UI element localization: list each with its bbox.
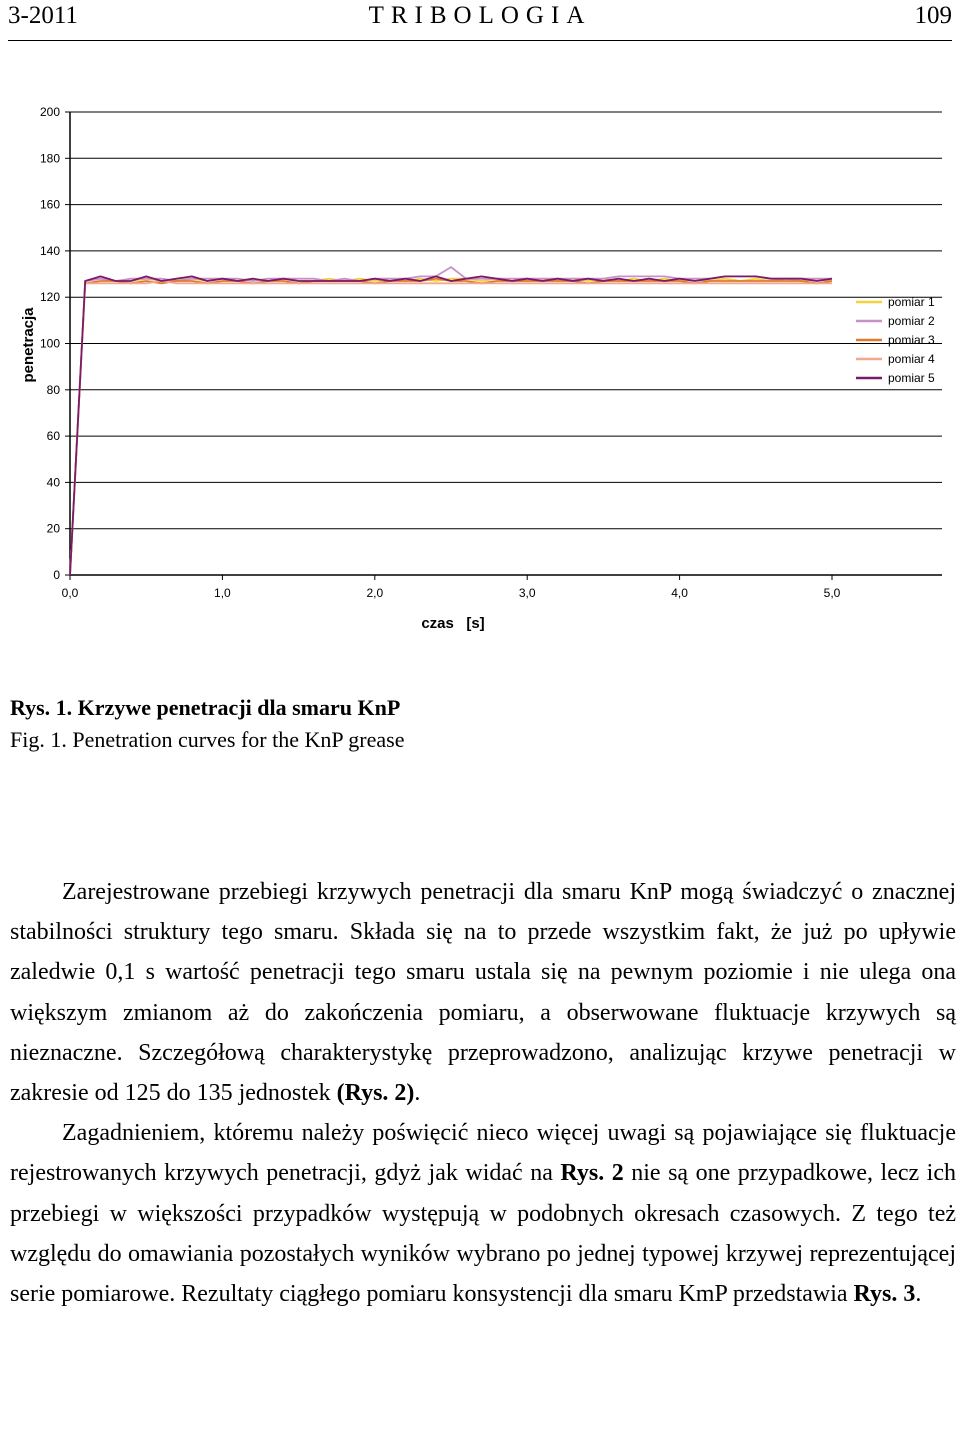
- body-text: [10, 872, 956, 1314]
- figure-caption-pl: Rys. 1. Krzywe penetracji dla smaru KnP: [10, 695, 401, 720]
- y-tick-label: 40: [46, 475, 60, 490]
- figure-reference: Rys. 2: [560, 1160, 624, 1187]
- legend-label: pomiar 5: [888, 371, 935, 385]
- y-tick-labels: [40, 105, 60, 582]
- y-tick-label: 120: [39, 290, 60, 305]
- legend-label: pomiar 3: [888, 333, 935, 347]
- x-tick-label: 2,0: [366, 586, 384, 600]
- paragraph-2: [10, 1113, 956, 1314]
- y-tick-label: 200: [39, 105, 60, 119]
- y-axis-label: penetracja: [20, 307, 37, 383]
- paragraph-1-end: .: [414, 1080, 421, 1107]
- y-tick-label: 60: [46, 429, 60, 444]
- paragraph-2-text-cont: nie są one przypadkowe, lecz ich przebiegi w większości przypadków występują w podobnych okresach czasowych. Z tego też względu do omawiania pozostałych wyników wybrano po jednej typowej krzywej reprezentującej serie pomiarowe. Rezultaty ciągłego pomiaru konsystencji dla smaru KmP przedstawia: [10, 1160, 956, 1308]
- x-axis-label: czas [s]: [421, 615, 485, 632]
- chart-legend: [856, 295, 935, 385]
- penetration-chart: [0, 60, 960, 660]
- series-line-5: [70, 276, 832, 575]
- y-tick-label: 180: [39, 151, 60, 166]
- x-tick-label: 1,0: [214, 586, 231, 600]
- page-header: [8, 0, 952, 41]
- issue-number: 3-2011: [8, 2, 78, 29]
- paragraph-1-text: Zarejestrowane przebiegi krzywych penetracji dla smaru KnP mogą świadczyć o znacznej stabilności struktury tego smaru. Składa się na to przede wszystkim fakt, że już po upływie zaledwie 0,1 s wartość penetracji tego smaru ustala się na pewnym poziomie i nie ulega ona większym zmianom aż do zakończenia pomiaru, a obserwowane fluktuacje krzywych są nieznaczne. Szczegółową charakterystykę przeprowadzono, analizując krzywe penetracji w zakresie od 125 do 135 jednostek: [10, 879, 956, 1107]
- x-tick-label: 3,0: [518, 586, 536, 600]
- legend-label: pomiar 2: [888, 314, 935, 328]
- series-line-4: [70, 281, 832, 575]
- figure-reference: Rys. 3: [853, 1281, 916, 1308]
- x-tick-label: 4,0: [671, 586, 688, 600]
- journal-title: TRIBOLOGIA: [368, 2, 592, 29]
- page-number: 109: [914, 2, 952, 29]
- y-tick-label: 0: [53, 568, 60, 582]
- y-tick-label: 160: [39, 197, 60, 212]
- paragraph-1: [10, 872, 956, 1113]
- y-tick-label: 100: [39, 336, 60, 351]
- y-tick-label: 20: [46, 521, 60, 536]
- legend-label: pomiar 4: [888, 352, 935, 366]
- x-tick-label: 0,0: [61, 586, 79, 600]
- y-tick-label: 80: [46, 382, 60, 397]
- y-tick-label: 140: [39, 243, 60, 258]
- legend-label: pomiar 1: [888, 295, 935, 309]
- paragraph-2-text: Zagadnieniem, któremu należy poświęcić nieco więcej uwagi są pojawiające się fluktuacje rejestrowanych krzywych penetracji, gdyż jak widać na: [10, 1120, 956, 1187]
- x-tick-label: 5,0: [823, 586, 841, 600]
- figure-reference: (Rys. 2): [336, 1080, 415, 1107]
- chart-grid: [65, 112, 942, 580]
- series-line-3: [70, 279, 832, 575]
- x-tick-labels: [62, 586, 841, 600]
- series-line-1: [70, 279, 832, 575]
- figure-caption-en: Fig. 1. Penetration curves for the KnP grease: [10, 727, 405, 752]
- paragraph-2-end: .: [915, 1281, 922, 1308]
